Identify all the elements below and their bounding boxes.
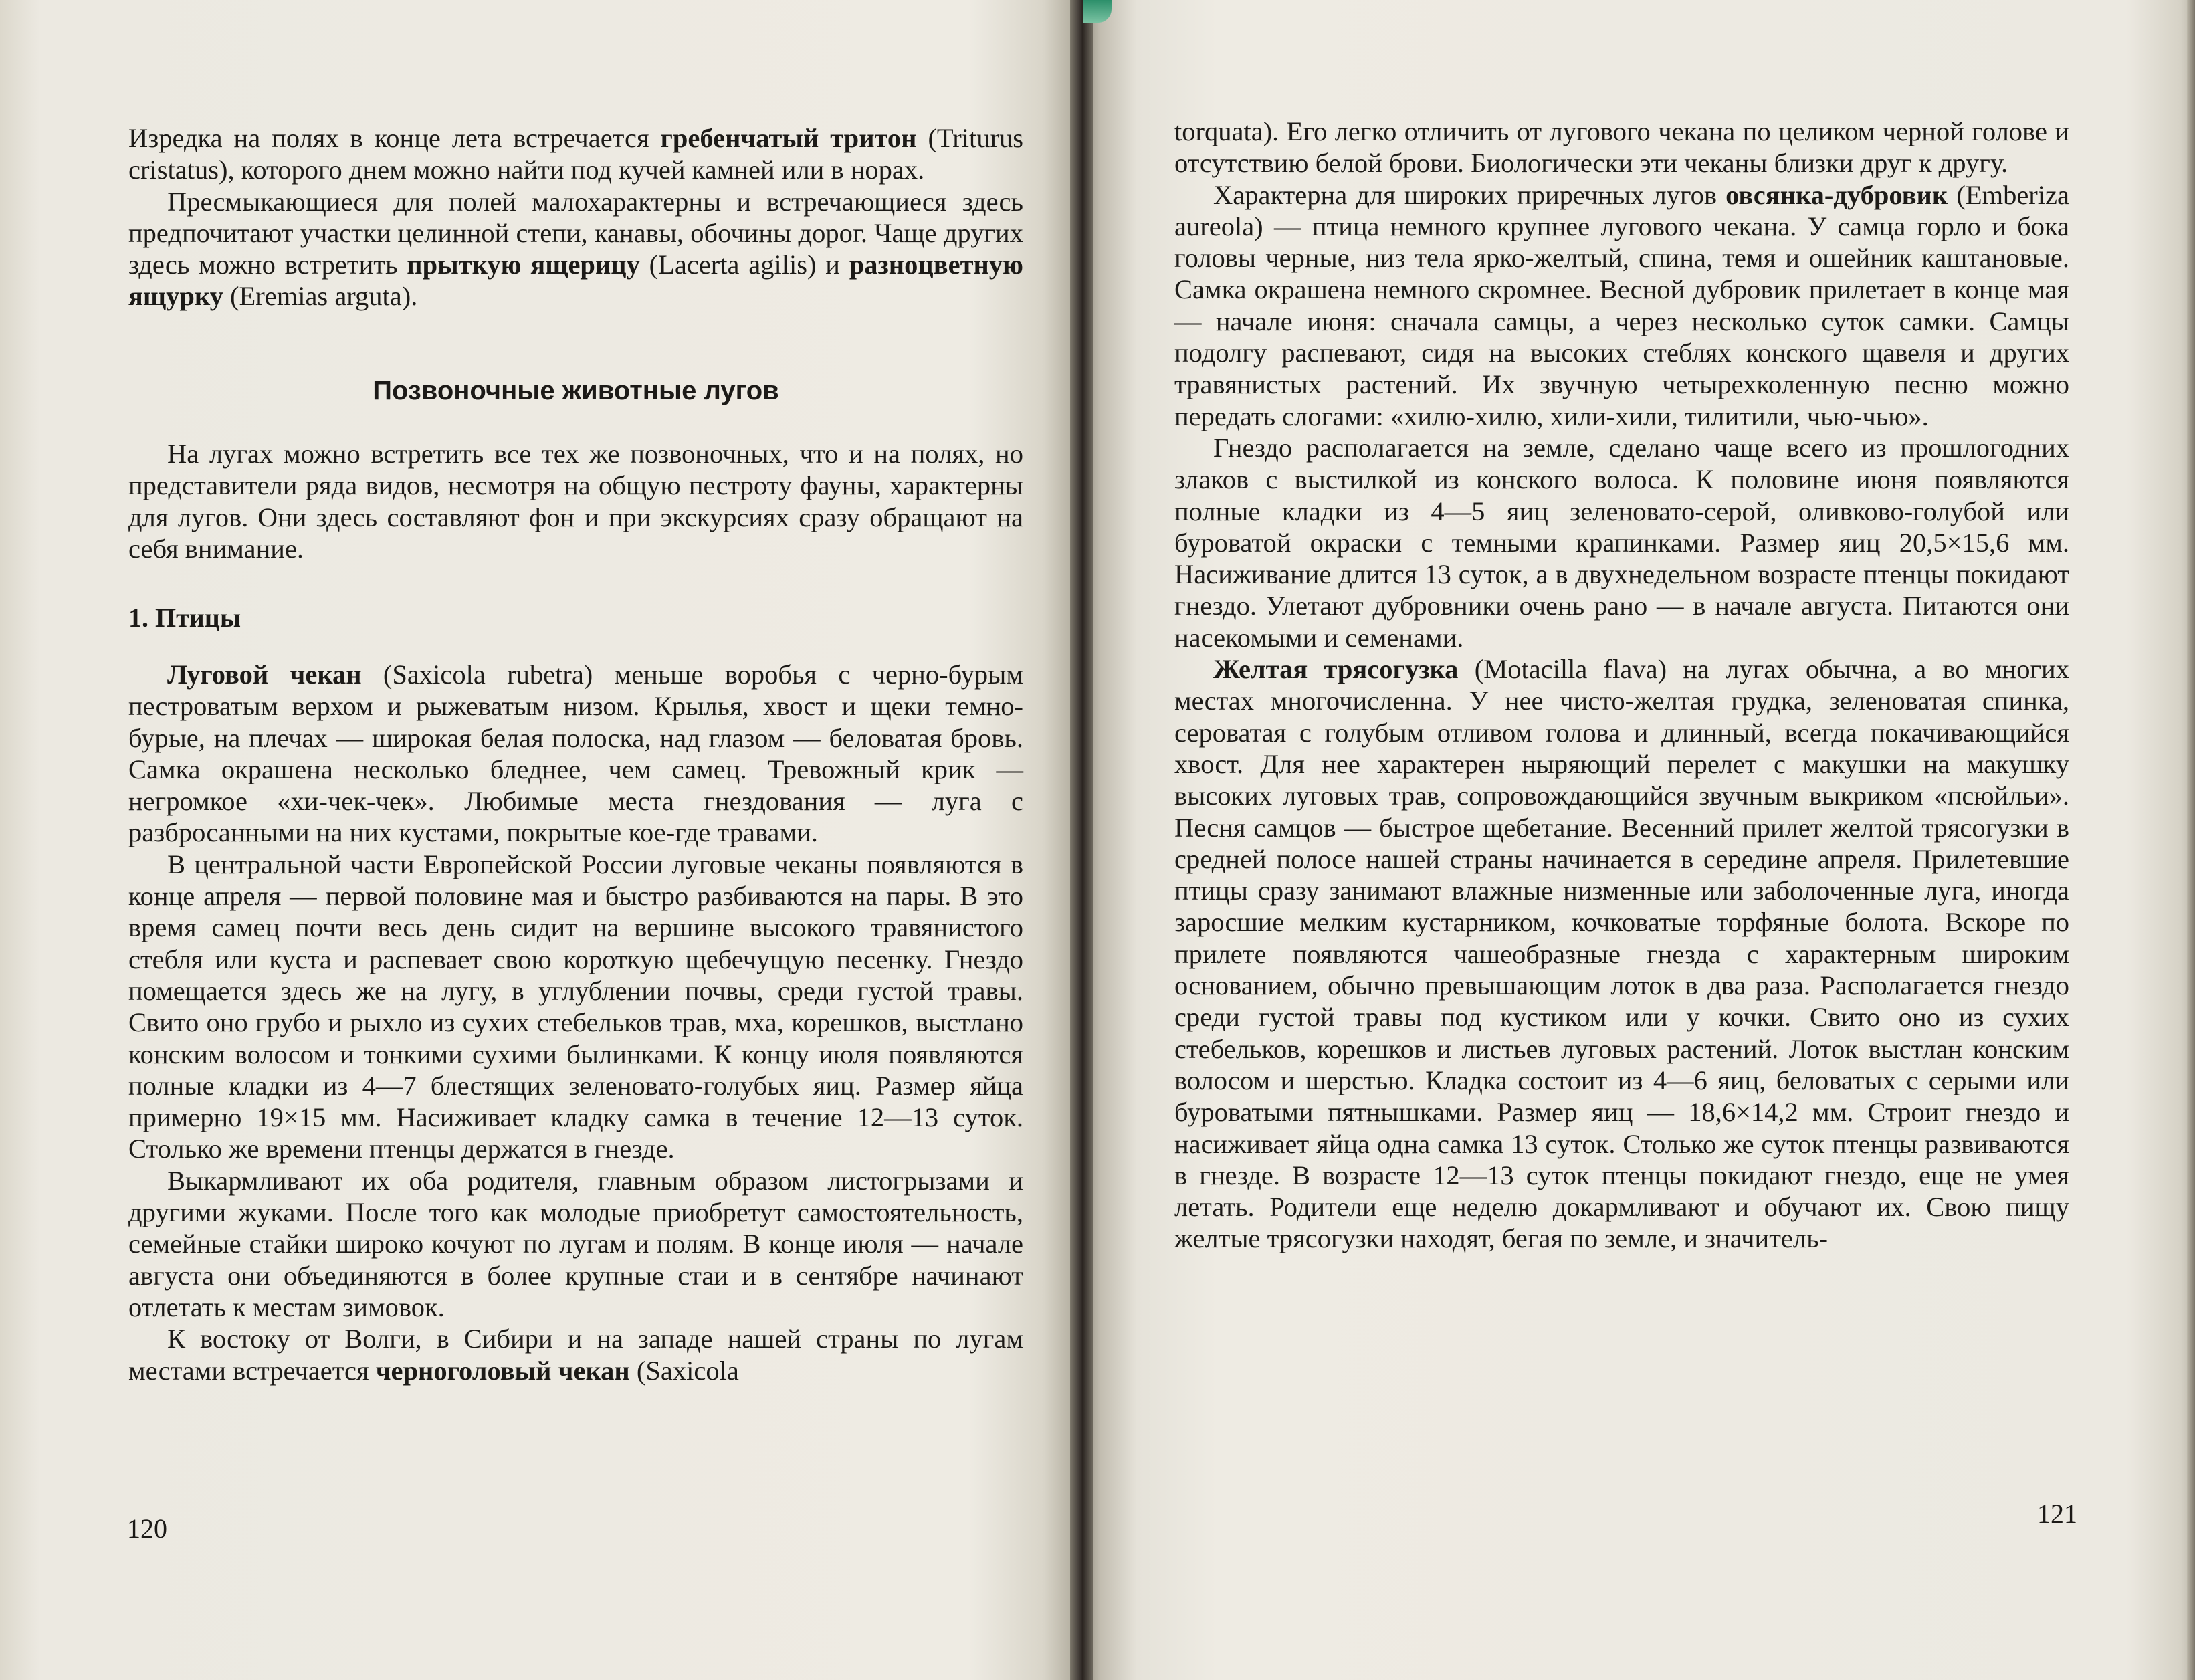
species-name: разноцветную ящурку <box>128 249 1023 312</box>
paragraph-text: (Emberiza aureola) — птица немного крупнее лугового чекана. У самца горло и бока головы черные, низ тела ярко-желтый, спина, темя и ошейник каштановые. Самка окрашена немного скромнее. Весной дубровик прилетает в конце мая — начале июня: сначала самцы, а через несколько суток самки. Самцы подолгу распевают, сидя на высоких стеблях конского щавеля и других травянистых растений. Их звучную четырехколенную песню можно передать слогами: «хилю-хилю, хили-хили, тилитили, чью-чью». <box>1174 179 2069 431</box>
paragraph-text: Гнездо располагается на земле, сделано чаще всего из прошлогодних злаков с выстилкой из конского волоса. К половине июня появляются полные кладки из 4—5 яиц зеленовато-серой, оливково-голубой или буроватой окраски с темными крапинками. Размер яиц 20,5×15,6 мм. Насиживание длится 13 суток, а в двухнедельном возрасте птенцы покидают гнездо. Улетают дубровники очень рано — в начале августа. Питаются они насекомыми и семенами. <box>1174 432 2069 653</box>
page-number-left: 120 <box>127 1513 167 1544</box>
species-name: прыткую ящерицу <box>407 249 640 280</box>
paragraph-text: Изредка на полях в конце лета встречается <box>128 123 661 153</box>
subsection-heading: 1. Птицы <box>128 603 241 633</box>
paragraph-text: (Motacilla flava) на лугах обычна, а во многих местах многочисленна. У нее чисто-желтая грудка, зеленоватая спинка, сероватая с голубым отливом голова и длинный, всегда покачивающийся хвост. Для нее характерен ныряющий перелет с макушки на макушку высоких луговых трав, сопровождающийся звучным выкриком «псюйльи». Песня самцов — быстрое щебетание. Весенний прилет желтой трясогузки в средней полосе нашей страны начинается в середине апреля. Прилетевшие птицы сразу занимают влажные низменные или заболоченные луга, иногда заросшие мелким кустарником, кочковатые торфяные болота. Вскоре по прилете появляются чашеобразные гнезда с характерным широким основанием, обычно превышающим лоток в два раза. Располагается гнездо среди густой травы под кустиком или у кочки. Свито оно из сухих стебельков, корешков и листьев луговых растений. Лоток выстлан конским волосом и шерстью. Кладка состоит из 4—6 яиц, беловатых с серыми или буроватыми пятнышками. Размер яиц — 18,6×14,2 мм. Строит гнездо и насиживает яйца одна самка 13 суток. Столько же суток птенцы развиваются в гнезде. В возрасте 12—13 суток птенцы покидают гнездо, еще не умея летать. Родители еще неделю докармливают и обучают их. Свою пищу желтые трясогузки находят, бегая по земле, и значитель- <box>1174 654 2069 1254</box>
page-number-right: 121 <box>2037 1499 2077 1529</box>
paragraph <box>1174 116 2069 179</box>
paragraph-text: Характерна для широких приречных лугов <box>1213 179 1726 210</box>
species-name: Желтая трясогузка <box>1213 654 1459 685</box>
species-name: гребенчатый тритон <box>660 123 917 153</box>
paragraph <box>128 122 1023 186</box>
book-gutter <box>1070 0 1093 1680</box>
paragraph-text: (Saxicola <box>629 1355 739 1386</box>
paragraph <box>128 1323 1023 1386</box>
species-name: черноголовый чекан <box>375 1355 630 1386</box>
paragraph-text: (Triturus cristatus), которого днем можно найти под кучей камней или в норах. <box>128 123 1023 185</box>
paragraph <box>128 849 1023 1165</box>
paragraph-text: К востоку от Волги, в Сибири и на западе нашей страны по лугам местами встречается <box>128 1324 1023 1386</box>
paragraph-text: (Lacerta agilis) и <box>639 249 849 280</box>
paragraph <box>128 438 1023 564</box>
paragraph <box>128 1165 1023 1323</box>
paragraph-text: На лугах можно встретить все тех же позвоночных, что и на полях, но представители ряда видов, несмотря на общую пестроту фауны, характерны для лугов. Они здесь составляют фон и при экскурсиях сразу обращают на себя внимание. <box>128 439 1023 564</box>
paragraph-text: (Eremias arguta). <box>223 281 418 312</box>
left-text-birds <box>128 659 1023 1386</box>
left-text-intro <box>128 438 1023 564</box>
paragraph-text: (Saxicola rubetra) меньше воробья с черно-бурым пестроватым верхом и рыжеватым низом. Крылья, хвост и щеки темно-бурые, на плечах — широкая белая полоска, над глазом — беловатая бровь. Самка окрашена несколько бледнее, чем самец. Тревожный крик — негромкое «хи-чек-чек». Любимые места гнездования — луга с разбросанными на них кустами, покрытые кое-где травами. <box>128 659 1023 848</box>
section-heading: Позвоночные животные лугов <box>373 376 779 405</box>
right-text <box>1174 116 2069 1255</box>
paragraph-text: torquata). Его легко отличить от лугового чекана по целиком черной голове и отсутствию белой брови. Биологически эти чеканы близки друг к другу. <box>1174 116 2069 179</box>
species-name: овсянка-дубровик <box>1726 179 1948 210</box>
paragraph-text: Выкармливают их оба родителя, главным образом листогрызами и другими жуками. После того как молодые приобретут самостоятельность, семейные стайки широко кочуют по лугам и полям. В конце июля — начале августа они объединяются в более крупные стаи и в сентябре начинают отлетать к местам зимовок. <box>128 1165 1023 1322</box>
paragraph <box>1174 179 2069 432</box>
left-text-top <box>128 122 1023 312</box>
page-edge <box>2187 0 2195 1680</box>
paragraph-text: В центральной части Европейской России луговые чеканы появляются в конце апреля — первой половине мая и быстро разбиваются на пары. В это время самец почти весь день сидит на вершине высокого травянистого стебля или куста и распевает свою короткую щебечущую песенку. Гнездо помещается здесь же на лугу, в углублении почвы, среди густой травы. Свито оно грубо и рыхло из сухих стебельков трав, мха, корешков, выстлано конским волосом и тонкими сухими былинками. К концу июля появляются полные кладки из 4—7 блестящих зеленовато-голубых яиц. Размер яйца примерно 19×15 мм. Насиживает кладку самка в течение 12—13 суток. Столько же времени птенцы держатся в гнезде. <box>128 849 1023 1164</box>
paragraph <box>128 186 1023 312</box>
paragraph-text: Пресмыкающиеся для полей малохарактерны и встречающиеся здесь предпочитают участки целинной степи, канавы, обочины дорог. Чаще других здесь можно встретить <box>128 186 1023 280</box>
paragraph <box>1174 432 2069 653</box>
paragraph <box>128 659 1023 849</box>
paragraph <box>1174 653 2069 1255</box>
species-name: Луговой чекан <box>167 659 362 690</box>
